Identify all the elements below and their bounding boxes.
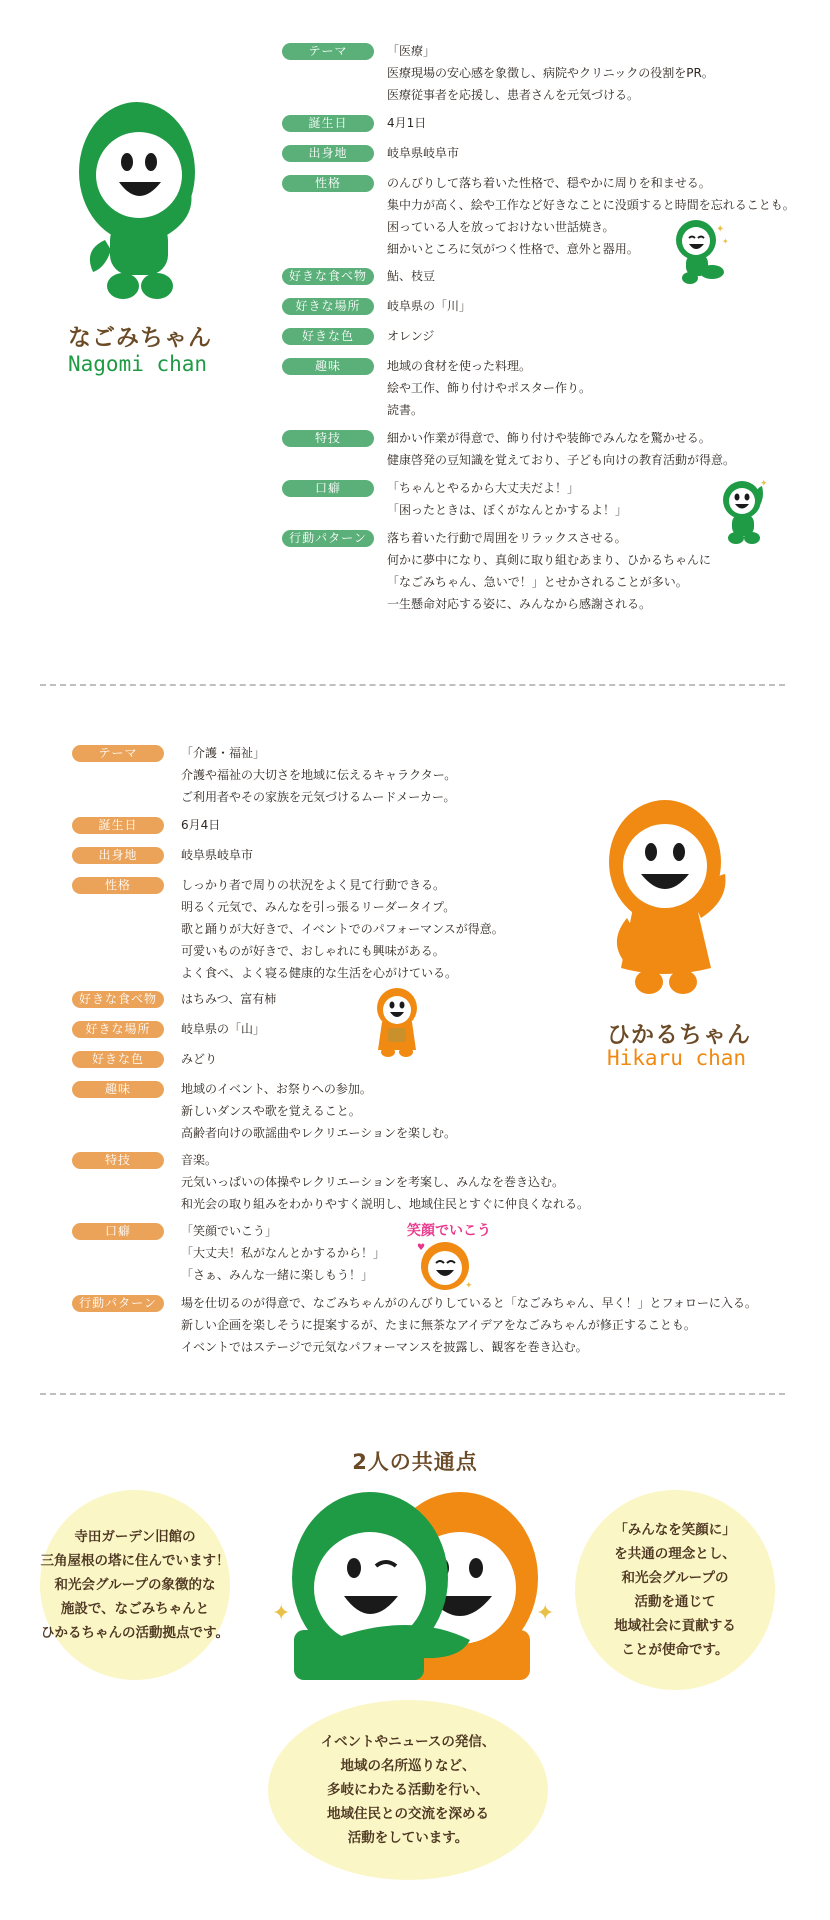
hikaru-value-personality: しっかり者で周りの状況をよく見て行動できる。 明るく元気で、みんなを引っ張るリーダータイプ。 歌と踊りが大好きで、イベントでのパフォーマンスが得意。 可愛いものが好きで、おしゃれにも興味がある。 よく食べ、よく寝る健康的な生活を心がけている。: [181, 878, 504, 980]
nagomi-small-illustration-1: [672, 218, 730, 286]
common-title: 2人の共通点: [352, 1450, 478, 1474]
hikaru-name-jp: ひかるちゃん: [607, 1022, 751, 1048]
hikaru-label-behavior: 行動パターン: [72, 1295, 164, 1312]
common-bubble-2: [575, 1490, 775, 1690]
hikaru-value-skill: 音楽。 元気いっぱいの体操やレクリエーションを考案し、みんなを巻き込む。 和光会の取り組みをわかりやすく説明し、地域住民とすぐに仲良くなれる。: [181, 1153, 590, 1211]
nagomi-name-jp: なごみちゃん: [68, 325, 212, 351]
nagomi-label-skill: 特技: [282, 430, 374, 447]
hikaru-label-hometown: 出身地: [72, 847, 164, 864]
hikaru-sticker: [405, 1220, 491, 1292]
hikaru-label-skill: 特技: [72, 1152, 164, 1169]
nagomi-value-theme: 「医療」 医療現場の安心感を象徴し、病院やクリニックの役割をPR。 医療従事者を応援し、患者さんを元気づける。: [387, 44, 714, 102]
nagomi-label-place: 好きな場所: [282, 298, 374, 315]
nagomi-value-food: 鮎、枝豆: [387, 269, 436, 283]
hikaru-label-color: 好きな色: [72, 1051, 164, 1068]
svg-text:✦: ✦: [536, 1601, 555, 1626]
svg-text:✦: ✦: [722, 237, 729, 246]
section-divider-2: [40, 1393, 785, 1395]
hikaru-value-catchphrase: 「笑顔でいこう」 「大丈夫！私がなんとかするから！」 「さぁ、みんな一緒に楽しもう！」: [181, 1224, 386, 1282]
nagomi-value-skill: 細かい作業が得意で、飾り付けや装飾でみんなを驚かせる。 健康啓発の豆知識を覚えており、子ども向けの教育活動が得意。: [387, 431, 736, 467]
common-bubble-1: [40, 1490, 230, 1680]
nagomi-value-hobby: 地域の食材を使った料理。 絵や工作、飾り付けやポスター作り。 読書。: [387, 359, 592, 417]
nagomi-character-image: [75, 100, 205, 305]
hikaru-label-catchphrase: 口癖: [72, 1223, 164, 1240]
duo-hug-illustration: [270, 1490, 560, 1680]
hikaru-value-food: はちみつ、富有柿: [181, 992, 277, 1006]
nagomi-label-behavior: 行動パターン: [282, 530, 374, 547]
hikaru-value-hometown: 岐阜県岐阜市: [181, 848, 254, 862]
hikaru-value-place: 岐阜県の「山」: [181, 1022, 266, 1036]
hikaru-small-illustration-honey: [370, 986, 426, 1058]
svg-text:♥: ♥: [417, 1243, 426, 1253]
hikaru-value-birthday: 6月4日: [181, 818, 221, 832]
svg-text:✦: ✦: [760, 479, 768, 489]
section-divider-1: [40, 684, 785, 686]
nagomi-label-hometown: 出身地: [282, 145, 374, 162]
hikaru-label-food: 好きな食べ物: [72, 991, 164, 1008]
hikaru-sticker-text: 笑顔でいこう: [407, 1223, 491, 1239]
hikaru-label-hobby: 趣味: [72, 1081, 164, 1098]
nagomi-label-color: 好きな色: [282, 328, 374, 345]
nagomi-label-personality: 性格: [282, 175, 374, 192]
hikaru-value-color: みどり: [181, 1052, 218, 1066]
svg-text:✦: ✦: [716, 224, 725, 235]
nagomi-value-catchphrase: 「ちゃんとやるから大丈夫だよ！」 「困ったときは、ぼくがなんとかするよ！」: [387, 481, 628, 517]
common-bubble-3-text: イベントやニュースの発信、 地域の名所巡りなど、 多岐にわたる活動を行い、 地域住民との交流を深める 活動をしています。: [320, 1734, 496, 1846]
nagomi-value-behavior: 落ち着いた行動で周囲をリラックスさせる。 何かに夢中になり、真剣に取り組むあまり、ひかるちゃんに 「なごみちゃん、急いで！」とせかされることが多い。 一生懸命対応する姿に、みんなから感謝される。: [387, 531, 712, 611]
hikaru-character-image: [605, 800, 735, 1000]
nagomi-value-color: オレンジ: [387, 329, 435, 343]
hikaru-value-behavior: 場を仕切るのが得意で、なごみちゃんがのんびりしていると「なごみちゃん、早く！」とフォローに入る。 新しい企画を楽しそうに提案するが、たまに無茶なアイデアをなごみちゃんが修正することも。 イベントではステージで元気なパフォーマンスを披露し、観客を巻き込む。: [181, 1296, 757, 1354]
hikaru-label-personality: 性格: [72, 877, 164, 894]
nagomi-value-personality: のんびりして落ち着いた性格で、穏やかに周りを和ませる。 集中力が高く、絵や工作など好きなことに没頭すると時間を忘れることも。 困っている人を放っておけない世話焼き。 細かいところに気がつく性格で、意外と器用。: [387, 176, 795, 256]
hikaru-value-hobby: 地域のイベント、お祭りへの参加。 新しいダンスや歌を覚えること。 高齢者向けの歌謡曲やレクリエーションを楽しむ。: [181, 1082, 457, 1140]
common-bubble-1-text: 寺田ガーデン旧館の 三角屋根の塔に住んでいます！ 和光会グループの象徴的な 施設で、なごみちゃんと ひかるちゃんの活動拠点です。: [40, 1529, 230, 1641]
svg-text:✦: ✦: [272, 1601, 291, 1626]
svg-text:✦: ✦: [465, 1281, 473, 1291]
nagomi-small-illustration-2: [720, 476, 772, 546]
nagomi-value-hometown: 岐阜県岐阜市: [387, 146, 460, 160]
hikaru-value-theme: 「介護・福祉」 介護や福祉の大切さを地域に伝えるキャラクター。 ご利用者やその家族を元気づけるムードメーカー。: [181, 746, 457, 804]
nagomi-label-catchphrase: 口癖: [282, 480, 374, 497]
hikaru-label-place: 好きな場所: [72, 1021, 164, 1038]
nagomi-label-food: 好きな食べ物: [282, 268, 374, 285]
nagomi-value-place: 岐阜県の「川」: [387, 299, 472, 313]
hikaru-label-theme: テーマ: [72, 745, 164, 762]
common-bubble-2-text: 「みんなを笑顔に」 を共通の理念とし、 和光会グループの 活動を通じて 地域社会に貢献する ことが使命です。: [614, 1522, 736, 1658]
hikaru-sticker-face: [415, 1238, 475, 1292]
nagomi-label-birthday: 誕生日: [282, 115, 374, 132]
nagomi-value-birthday: 4月1日: [387, 116, 427, 130]
hikaru-name-en: Hikaru chan: [607, 1046, 747, 1070]
nagomi-label-hobby: 趣味: [282, 358, 374, 375]
nagomi-label-theme: テーマ: [282, 43, 374, 60]
common-bubble-3: [268, 1700, 548, 1880]
hikaru-label-birthday: 誕生日: [72, 817, 164, 834]
nagomi-name-en: Nagomi chan: [68, 352, 208, 376]
